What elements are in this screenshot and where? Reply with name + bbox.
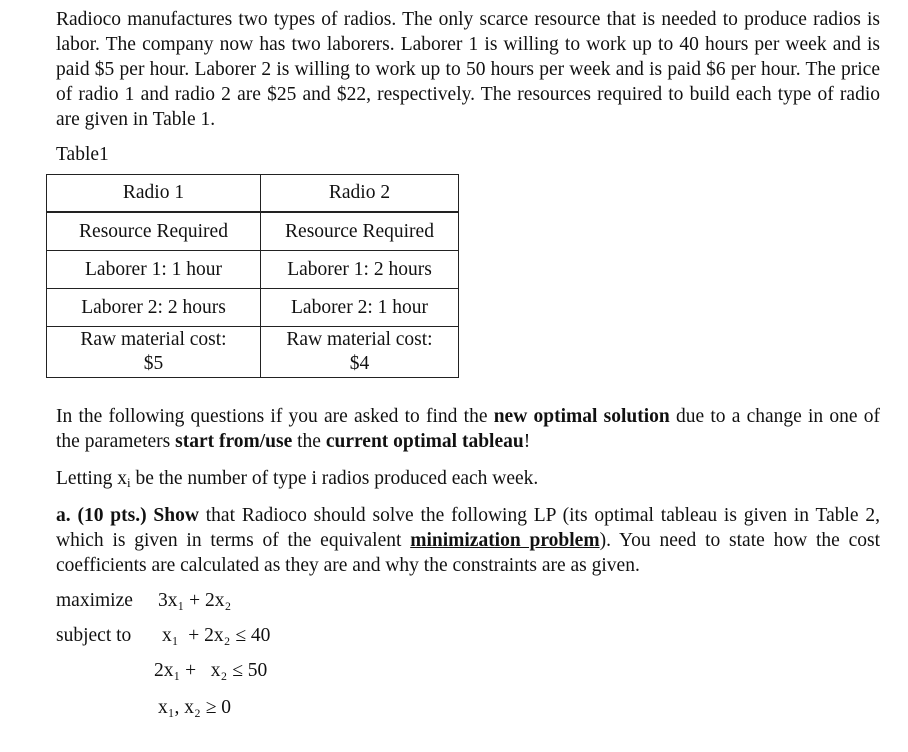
part-a-paragraph <box>56 503 880 578</box>
instruction-text: the <box>292 431 326 452</box>
table-row <box>47 289 459 327</box>
instruction-paragraph <box>56 404 880 454</box>
table-cell: Laborer 2: 1 hour <box>261 289 459 327</box>
part-a-show: Show <box>153 505 199 526</box>
instruction-text: In the following questions if you are asked to find the <box>56 406 494 427</box>
table-caption: Table1 <box>56 144 109 165</box>
cost-value: $5 <box>143 353 164 374</box>
table-header-radio-2: Radio 2 <box>261 175 459 213</box>
table-header-row <box>47 175 459 213</box>
instruction-text: ! <box>523 431 531 452</box>
instruction-bold: start from/use <box>175 431 293 452</box>
instruction-bold: current optimal tableau <box>325 431 524 452</box>
lp-constraint-2: 2x₁ + x₂ ≤ 50 <box>154 660 268 681</box>
lp-objective: 3x₁ + 2x₂ <box>158 590 232 611</box>
table-cell-cost-radio-1 <box>47 327 261 378</box>
cost-label: Raw material cost: <box>286 329 433 350</box>
table-row-cost <box>47 327 459 378</box>
intro-paragraph: Radioco manufactures two types of radios. The only scarce resource that is needed to produce radios is labor. The company now has two laborers. Laborer 1 is willing to work up to 40 hours per week and is paid $5 per hour. Laborer 2 is willing to work up to 50 hours per week and is paid $6 per hour. The price of radio 1 and radio 2 are $25 and $22, respectively. The resources required to build each type of radio are given in Table 1. <box>56 9 880 130</box>
table-cell-cost-radio-2 <box>261 327 459 378</box>
letting-suffix: be the number of type i radios produced each week. <box>130 468 539 489</box>
resource-table <box>46 174 459 378</box>
table-row <box>47 251 459 289</box>
table-cell: Laborer 1: 1 hour <box>47 251 261 289</box>
letting-subscript: i <box>126 475 131 490</box>
table-cell: Laborer 2: 2 hours <box>47 289 261 327</box>
letting-paragraph <box>56 466 880 495</box>
table-cell: Resource Required <box>47 212 261 251</box>
lp-nonnegativity: x₁, x₂ ≥ 0 <box>158 697 232 718</box>
letting-prefix: Letting x <box>56 468 127 489</box>
instruction-text: due to a change in one of the parameters <box>56 406 880 452</box>
cost-label: Raw material cost: <box>80 329 227 350</box>
lp-subject-to-label: subject to <box>56 625 132 646</box>
part-a-underlined: minimization problem <box>410 530 600 551</box>
part-a-text: ). You need to state how the cost coefficients are calculated as they are and why the constraints are as given. <box>56 530 881 576</box>
table-row <box>47 212 459 251</box>
instruction-bold: new optimal solution <box>493 406 670 427</box>
cost-value: $4 <box>349 353 370 374</box>
lp-maximize-label: maximize <box>56 590 133 611</box>
table-cell: Laborer 1: 2 hours <box>261 251 459 289</box>
part-a-text: that Radioco should solve the following LP (its optimal tableau is given in Table 2, which is given in terms of the equivalent <box>56 505 881 551</box>
part-a-label: a. (10 pts.) <box>56 505 147 526</box>
lp-constraint-1: x₁ + 2x₂ ≤ 40 <box>162 625 271 646</box>
table-cell: Resource Required <box>261 212 459 251</box>
table-header-radio-1: Radio 1 <box>47 175 261 213</box>
